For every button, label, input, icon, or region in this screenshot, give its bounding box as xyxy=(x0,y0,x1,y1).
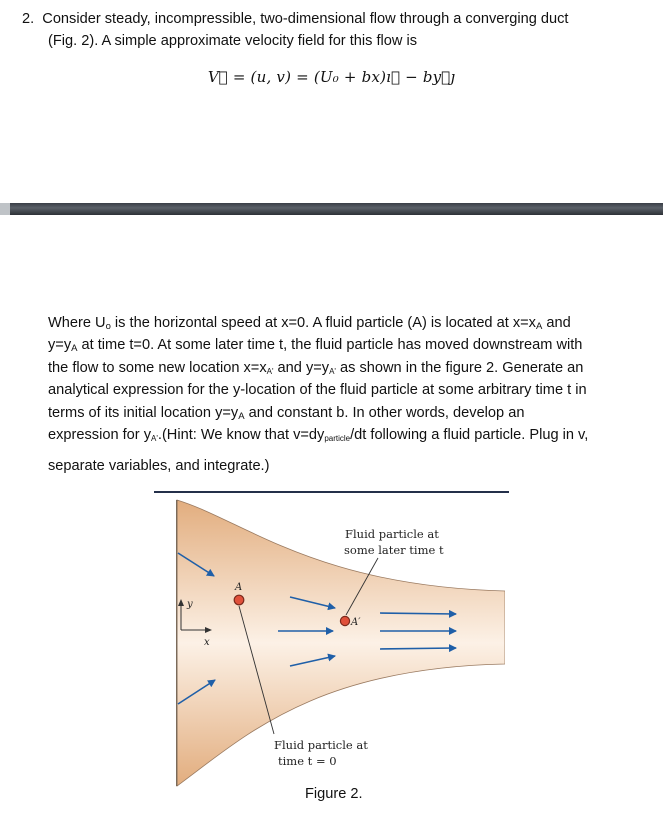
duct-left-edge xyxy=(176,500,177,786)
label-later-line2: some later time t xyxy=(344,543,444,557)
paragraph-line-3: the flow to some new location $x=x_{A'}$ and $y=y_{A'}$ as shown in the figure 2. Generate an xyxy=(48,359,584,376)
paragraph-line-4: analytical expression for the y-location of the fluid particle at some arbitrary time t in xyxy=(48,382,587,399)
label-initial-line1: Fluid particle at xyxy=(274,738,368,752)
label-later-line1: Fluid particle at xyxy=(345,527,439,541)
problem-paragraph xyxy=(48,312,648,478)
velocity-equation: V⃗ = (u, v) = (U₀ + bx)ı⃗ − by⃗ȷ xyxy=(207,68,456,86)
section-divider xyxy=(0,203,663,215)
particle-a-prime xyxy=(340,616,349,625)
paragraph-line-5: terms of its initial location $y=y_A$ and constant b. In other words, develop an xyxy=(48,404,525,422)
divider-cap xyxy=(0,203,10,215)
label-initial-line2: time t = 0 xyxy=(278,754,337,768)
axis-x-label: x xyxy=(204,637,210,648)
converging-duct-figure xyxy=(150,496,505,790)
arrow-right-1 xyxy=(380,613,456,614)
particle-a-prime-label: A′ xyxy=(351,617,361,628)
figure-top-rule xyxy=(154,491,509,493)
question-text-1: Consider steady, incompressible, two-dimensional flow through a converging duct xyxy=(42,11,569,27)
question-line-1 xyxy=(22,8,642,30)
axis-y-label: y xyxy=(187,599,193,610)
question-block xyxy=(22,8,642,52)
duct-diagram xyxy=(150,496,505,790)
arrow-right-3 xyxy=(380,648,456,649)
question-line-2: (Fig. 2). A simple approximate velocity field for this flow is xyxy=(48,33,418,49)
paragraph-line-7: separate variables, and integrate.) xyxy=(48,458,270,475)
particle-a-label: A xyxy=(235,582,243,593)
paragraph-line-1: Where $U_o$ is the horizontal speed at x=0. A fluid particle (A) is located at $x=x_A$ and xyxy=(48,315,571,332)
paragraph-line-6: expression for $y_{A'}.(Hint$: We know that $v=dy_{particle}/dt$ following a fluid particle. Plug in v, xyxy=(48,427,589,444)
particle-a xyxy=(234,595,244,605)
figure-caption: Figure 2. xyxy=(305,786,363,802)
paragraph-line-2: $y=y_A$ at time t=0. At some later time t, the fluid particle has moved downstream with xyxy=(48,337,583,355)
question-number: 2. xyxy=(22,11,35,27)
